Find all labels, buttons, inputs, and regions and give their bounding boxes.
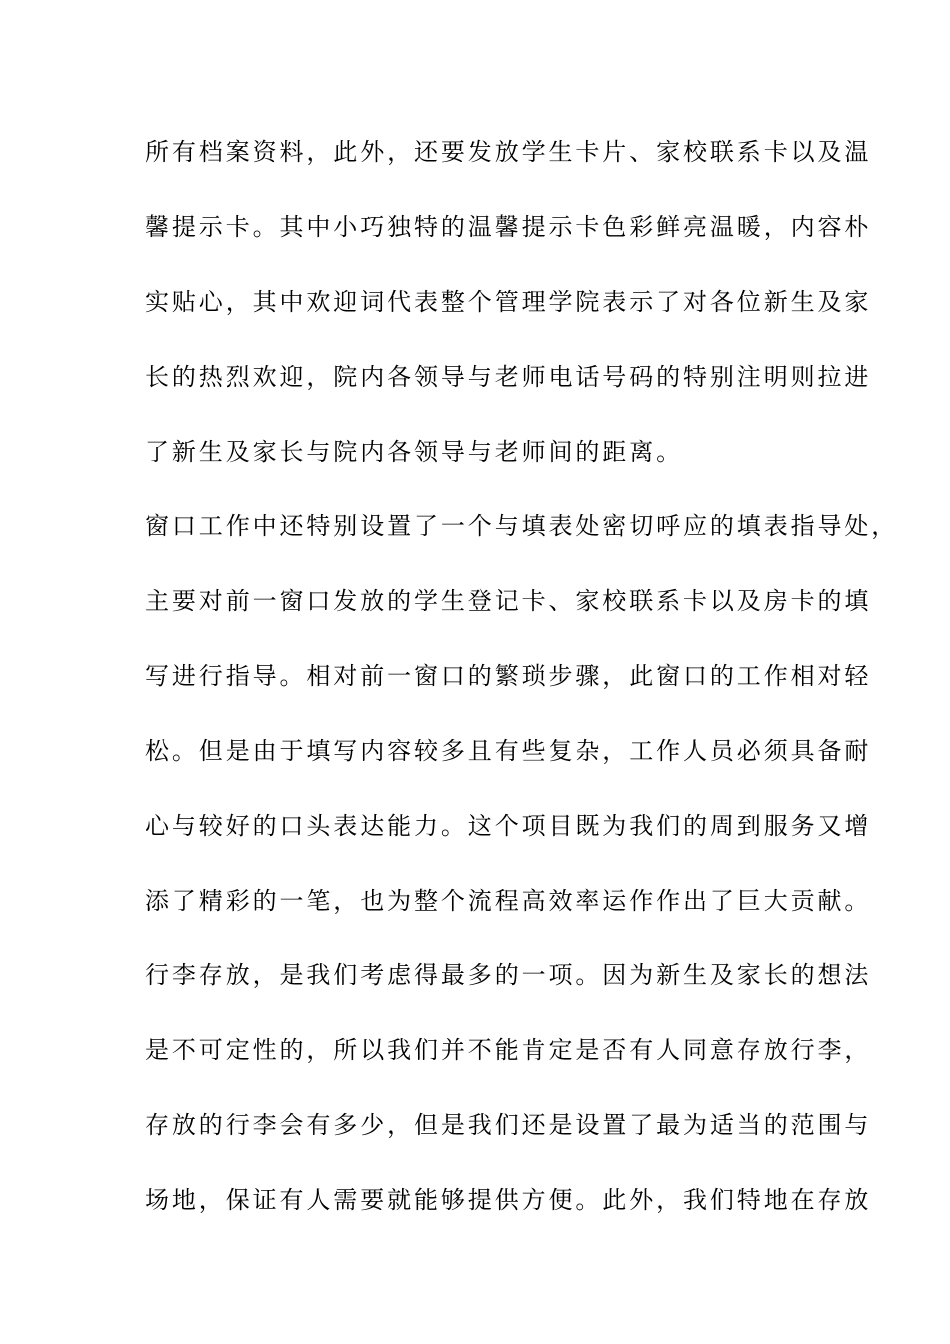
paragraph-line: 行李存放，是我们考虑得最多的一项。因为新生及家长的想法: [145, 961, 872, 989]
paragraph-line: 主要对前一窗口发放的学生登记卡、家校联系卡以及房卡的填: [145, 587, 872, 615]
paragraph-line: 存放的行李会有多少，但是我们还是设置了最为适当的范围与: [145, 1111, 872, 1139]
paragraph-line: 心与较好的口头表达能力。这个项目既为我们的周到服务又增: [145, 812, 872, 840]
paragraph-line: 添了精彩的一笔，也为整个流程高效率运作作出了巨大贡献。: [145, 887, 872, 915]
paragraph-line: 窗口工作中还特别设置了一个与填表处密切呼应的填表指导处，: [145, 512, 899, 540]
paragraph-line: 了新生及家长与院内各领导与老师间的距离。: [145, 438, 683, 466]
paragraph-line: 所有档案资料，此外，还要发放学生卡片、家校联系卡以及温: [145, 138, 872, 166]
paragraph-line: 松。但是由于填写内容较多且有些复杂，工作人员必须具备耐: [145, 737, 872, 765]
paragraph-line: 实贴心，其中欢迎词代表整个管理学院表示了对各位新生及家: [145, 288, 872, 316]
paragraph-line: 写进行指导。相对前一窗口的繁琐步骤，此窗口的工作相对轻: [145, 662, 872, 690]
paragraph-line: 场地，保证有人需要就能够提供方便。此外，我们特地在存放: [145, 1186, 872, 1214]
paragraph-line: 是不可定性的，所以我们并不能肯定是否有人同意存放行李，: [145, 1036, 872, 1064]
paragraph-line: 长的热烈欢迎，院内各领导与老师电话号码的特别注明则拉进: [145, 363, 872, 391]
paragraph-line: 馨提示卡。其中小巧独特的温馨提示卡色彩鲜亮温暖，内容朴: [145, 213, 872, 241]
